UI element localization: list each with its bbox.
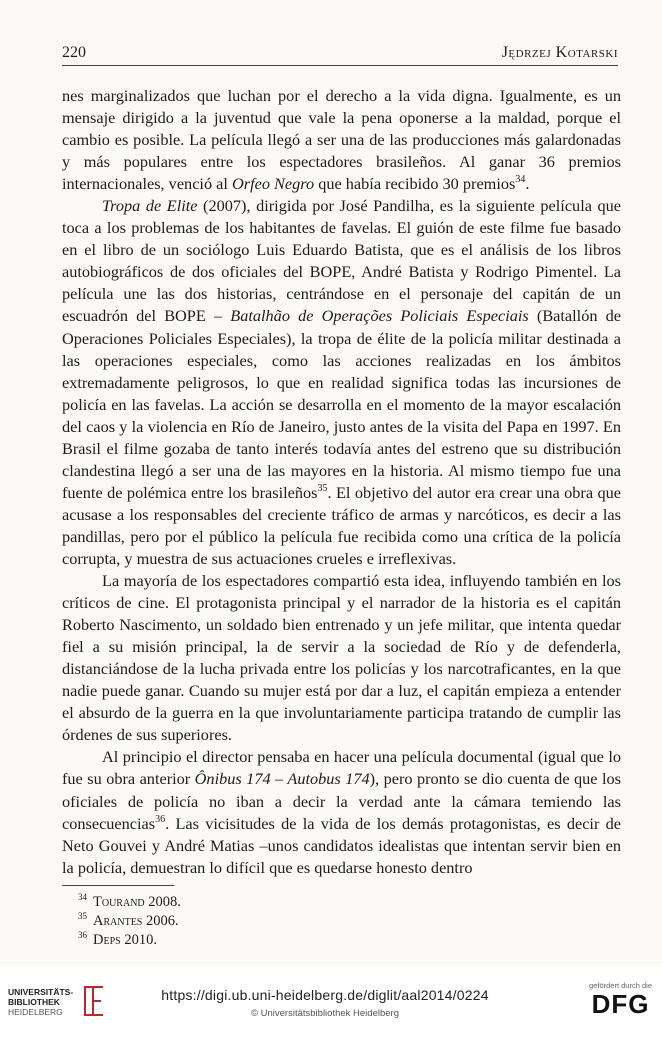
footnote-reference[interactable]: 35: [317, 482, 328, 494]
library-emblem-icon: [81, 985, 107, 1019]
text-segment: ), pero pronto se dio cuenta de que los oficiales de policía no iban a decir la verdad ante la cámara temiendo las consecuencias: [62, 769, 621, 833]
text-segment: La mayoría de los espectadores compartió esta idea, influyendo también en los críticos de cine. El protagonista principal y el narrador de la historia es el capitán Roberto Nascimento, un soldado bien entrenado y un jefe militar, que intenta quedar fiel a su misión principal, la de servir a la sociedad de Río y de defenderla, distanciándose de la lucha privada entre los policías y los narcotraficantes, en la que nadie puede ganar. Cuando su mujer está por dar a luz, el capitán empieza a entender el absurdo de la guerra en la que involuntariamente participa tratando de cumplir las órdenes de sus superiores.: [62, 571, 621, 745]
footnote: [78, 893, 181, 912]
footnote-author: Deps: [93, 932, 121, 948]
paragraph: [62, 570, 621, 746]
footnote-number: 34: [78, 892, 87, 902]
running-head: Jędrzej Kotarski: [501, 44, 618, 61]
page-header: [62, 36, 618, 66]
permalink-url[interactable]: https://digi.ub.uni-heidelberg.de/diglit/aal2014/0224: [161, 987, 489, 1003]
paragraph: [62, 746, 621, 878]
text-segment: nes marginalizados que luchan por el derecho a la vida digna. Igualmente, es un mensaje dirigido a la juventud que vale la pena oponerse a la maldad, porque el cambio es posible. La película llegó a ser una de las producciones más galardonadas y más populares entre los espectadores brasileños. Al ganar 36 premios internacionales, venció al: [62, 86, 621, 194]
text-segment: . El objetivo del autor era crear una obra que acusase a los responsables del creciente tráfico de armas y narcóticos, es decir a las pandillas, pero por el público la película fue recibida como una crítica de la policía corrupta, y muestra de sus actuaciones crueles e irreflexivas.: [62, 482, 621, 568]
footnote-reference[interactable]: 34: [515, 174, 526, 186]
italic-title: Orfeo Negro: [231, 174, 315, 194]
text-segment: . Las vicisitudes de la vida de los demás protagonistas, es decir de Neto Gouvei y André Matias –unos candidatos idealistas que intentan servir bien en la policía, demuestran lo difícil que es quedarse honesto dentro: [62, 813, 621, 877]
library-name: UNIVERSITÄTS- BIBLIOTHEK HEIDELBERG: [8, 987, 74, 1017]
body-text: [62, 85, 621, 879]
footnote-reference[interactable]: 36: [155, 813, 166, 825]
footnote-year: 2006.: [142, 913, 179, 929]
italic-title: Batalhão de Operações Policiais Especiais: [230, 306, 529, 326]
footnote-year: 2010.: [120, 932, 157, 948]
funder-logo[interactable]: [589, 981, 652, 1018]
footnotes: [78, 893, 181, 950]
text-segment: (Batallón de Operaciones Policiales Especiales), la tropa de élite de la policía militar destinada a las operaciones especiales, como las acciones realizadas en los ámbitos extremadamente peligrosos, lo que en realidad significa todas las incursiones de policía en las favelas. La acción se desarrolla en el momento de la mayor escalación del caos y la violencia en Río de Janeiro, justo antes de la visita del Papa en 1997. En Brasil el filme gozaba de tanto interés todavía antes del estreno que su distribución clandestina llegó a ser una de las mayores en la historia. Al mismo tiempo fue una fuente de polémica entre los brasileños: [62, 306, 622, 502]
text-segment: .: [525, 174, 530, 194]
dfg-logo: DFG: [591, 989, 650, 1019]
footnote-author: Arantes: [93, 913, 143, 929]
copyright-notice: © Universitätsbibliothek Heidelberg: [251, 1008, 399, 1019]
footnote-year: 2008.: [144, 894, 181, 910]
text-segment: (2007), dirigida por José Pandilha, es la siguiente película que toca a los problemas de los habitantes de favelas. El guión de este filme fue basado en el libro de un sociólogo Luis Eduardo Batista, que es el análisis de los libros autobiográficos de dos oficiales del BOPE, André Batista y Rodrigo Pimentel. La película une las dos historias, centrándose en el personaje del capitán de un escuadrón del BOPE –: [62, 196, 621, 326]
funder-caption: gefördert durch die: [589, 981, 652, 990]
italic-title: Tropa de Elite: [102, 196, 198, 216]
text-segment: Al principio el director pensaba en hacer una película documental (igual que lo fue su obra anterior: [62, 747, 621, 789]
paragraph: [62, 85, 621, 195]
page-number: 220: [62, 44, 86, 61]
paragraph: [62, 195, 621, 570]
footnote-number: 35: [78, 911, 87, 921]
footnote: [78, 912, 181, 931]
footnote-rule: [62, 885, 174, 886]
library-logo[interactable]: [8, 985, 107, 1019]
permalink-area: [150, 987, 500, 1019]
viewer-footer: [0, 967, 662, 1037]
footnote-author: Tourand: [93, 894, 145, 910]
footnote: [78, 931, 181, 950]
footnote-number: 36: [78, 930, 87, 940]
italic-title: Ônibus 174 – Autobus 174: [194, 769, 370, 789]
text-segment: que había recibido 30 premios: [314, 174, 516, 194]
